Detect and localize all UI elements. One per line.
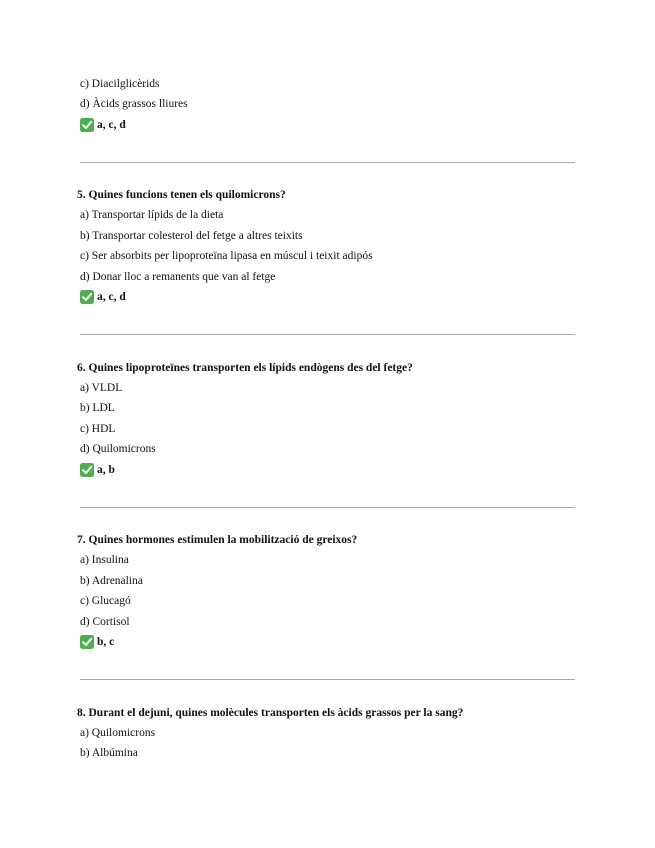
option-d: d) Quilomicrons xyxy=(80,443,156,455)
option-a: a) VLDL xyxy=(80,382,123,394)
check-mark-icon xyxy=(80,290,94,304)
divider xyxy=(80,162,575,163)
correct-answer xyxy=(80,463,115,477)
option-a: a) Insulina xyxy=(80,554,129,566)
option-c: c) Ser absorbits per lipoproteïna lipasa en múscul i teixit adipós xyxy=(80,250,373,262)
divider xyxy=(80,679,575,680)
question-title: 5. Quines funcions tenen els quilomicrons? xyxy=(77,189,286,201)
check-mark-icon xyxy=(80,635,94,649)
option-c: c) Glucagó xyxy=(80,595,131,607)
option-d: d) Àcids grassos lliures xyxy=(80,98,188,110)
divider xyxy=(80,334,575,335)
option-b: b) Transportar colesterol del fetge a altres teixits xyxy=(80,230,303,242)
option-c: c) Diacilglicèrids xyxy=(80,78,160,90)
correct-answer-text: a, c, d xyxy=(97,119,126,131)
correct-answer xyxy=(80,290,126,304)
correct-answer-text: b, c xyxy=(97,636,115,648)
question-title: 8. Durant el dejuni, quines molècules transporten els àcids grassos per la sang? xyxy=(77,707,464,719)
option-b: b) Adrenalina xyxy=(80,575,143,587)
option-b: b) LDL xyxy=(80,402,115,414)
question-title: 7. Quines hormones estimulen la mobilització de greixos? xyxy=(77,534,358,546)
option-b: b) Albúmina xyxy=(80,747,138,759)
correct-answer-text: a, c, d xyxy=(97,291,126,303)
option-d: d) Cortisol xyxy=(80,616,130,628)
question-title: 6. Quines lipoproteïnes transporten els lípids endògens des del fetge? xyxy=(77,362,413,374)
correct-answer-text: a, b xyxy=(97,464,115,476)
correct-answer xyxy=(80,118,126,132)
check-mark-icon xyxy=(80,463,94,477)
divider xyxy=(80,507,575,508)
option-c: c) HDL xyxy=(80,423,116,435)
option-a: a) Transportar lípids de la dieta xyxy=(80,209,224,221)
option-a: a) Quilomicrons xyxy=(80,727,156,739)
correct-answer xyxy=(80,635,114,649)
check-mark-icon xyxy=(80,118,94,132)
option-d: d) Donar lloc a remanents que van al fetge xyxy=(80,271,276,283)
